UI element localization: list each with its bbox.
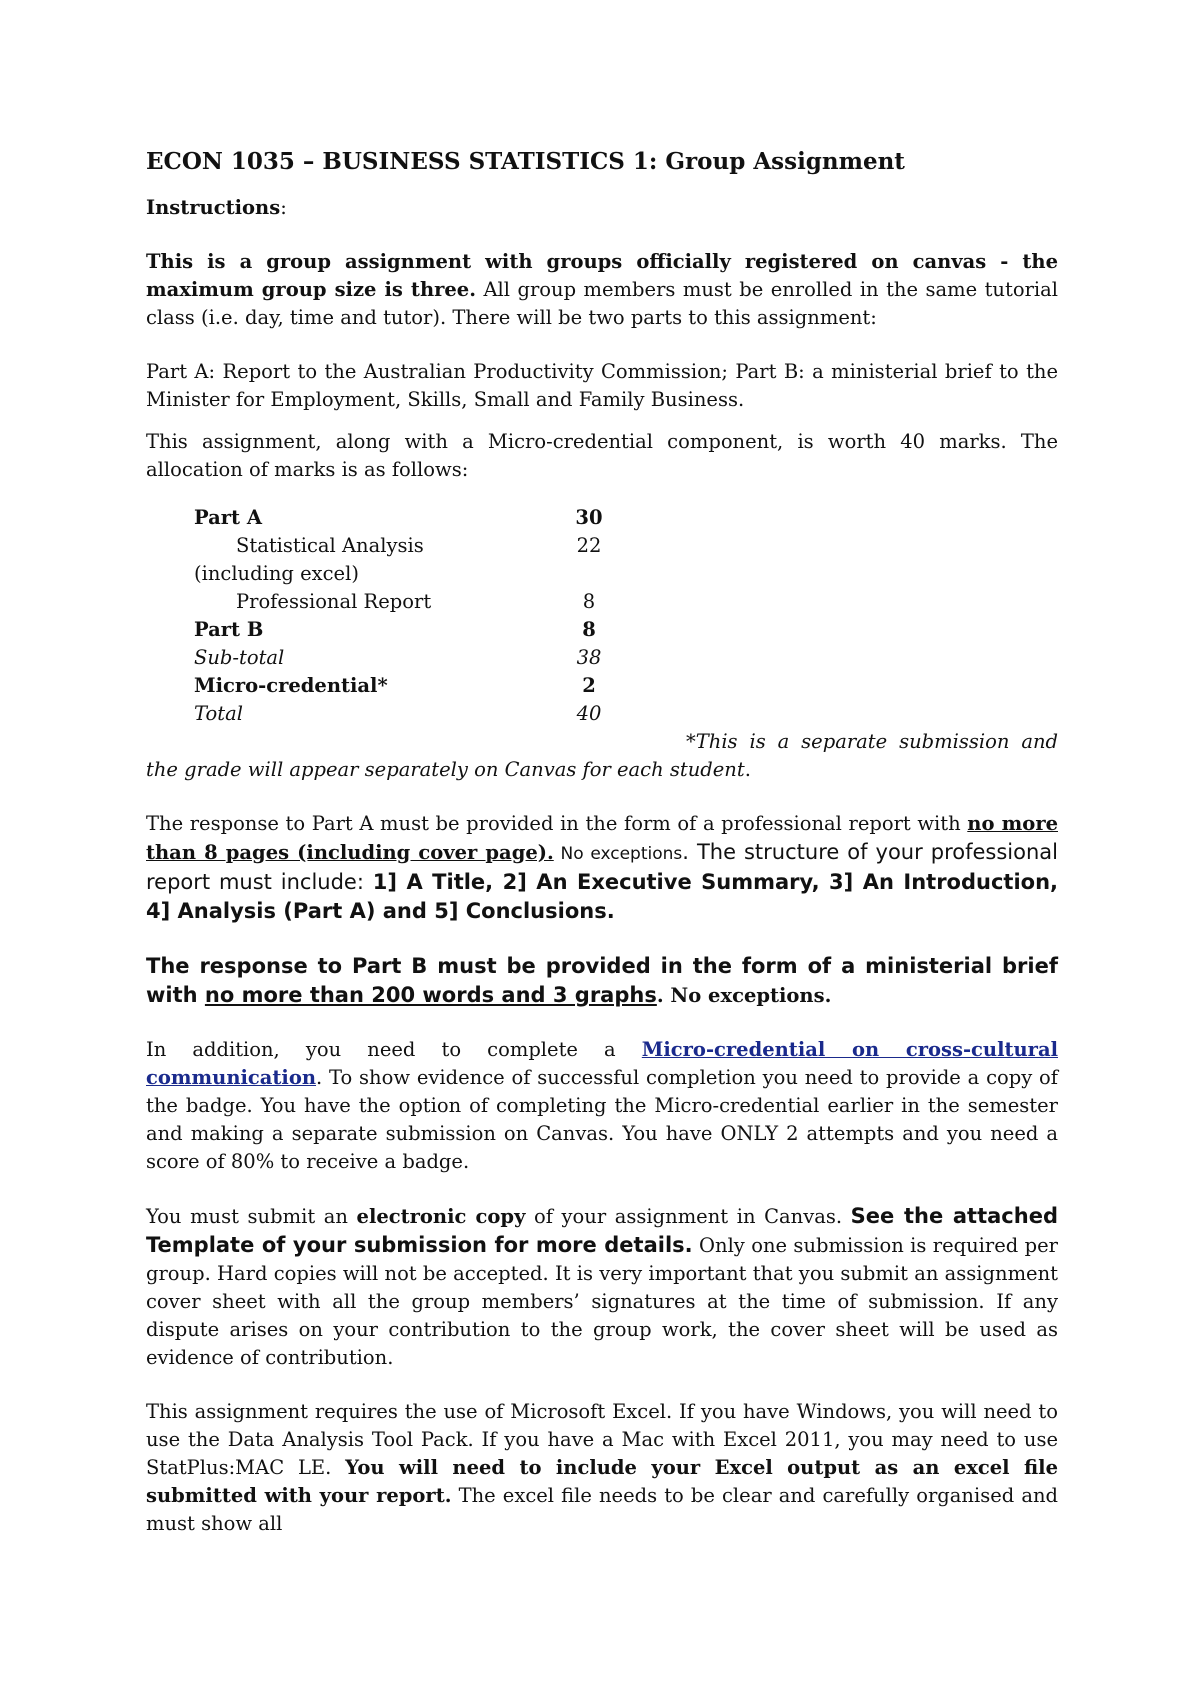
part-b-label: Part B [194,618,264,641]
stat-analysis-value: 22 [576,534,602,557]
part-a-label: Part A [194,506,262,529]
part-b-response-paragraph [146,952,1058,1010]
electronic-copy-text: electronic copy [356,1205,526,1228]
prof-report-label: Professional Report [236,590,432,613]
part-b-no-exceptions: . No exceptions. [656,984,832,1007]
micro-credential-link[interactable]: Micro-credential on cross-cultural communication [146,1038,1058,1089]
no-exceptions-text: No exceptions [553,844,683,864]
structure-text: . The structure of your professional report must include: [146,840,1058,894]
part-a-response-text: The response to Part A must be provided in the form of a professional report with [146,812,968,835]
excel-text-rest: The excel file needs to be clear and carefully organised and must show all [146,1484,1059,1535]
footnote-text: *This is a separate submission and the grade will appear separately on Canvas for each student [146,730,1058,781]
including-excel-label: (including excel) [194,562,359,585]
footnote [146,728,1058,784]
document-title: ECON 1035 – BUSINESS STATISTICS 1: Group Assignment [146,148,905,175]
submission-paragraph [146,1202,1058,1372]
parts-paragraph: Part A: Report to the Australian Productivity Commission; Part B: a ministerial brief to the Minister for Employment, Skills, Small and Family Business. [146,360,1058,411]
part-b-value: 8 [582,618,596,641]
document-body [146,146,1058,1538]
table-row [194,588,634,616]
word-limit-text: no more than 200 words and 3 graphs [204,983,657,1007]
structure-list: 1] A Title, 2] An Executive Summary, 3] An Introduction, 4] Analysis (Part A) and 5] Conclusions. [146,870,1059,923]
excel-text: This assignment requires the use of Microsoft Excel. If you have Windows, you will need to use the Data Analysis Tool Pack. If you have a Mac with Excel 2011, you may need to use StatPlus:MAC LE. [146,1400,1058,1479]
submit-text-2: of your assignment in Canvas. [525,1205,851,1228]
intro-text: All group members must be enrolled in the same tutorial class (i.e. day, time and tutor). There will be two parts to this assignment: [146,278,1058,329]
total-label: Total [194,702,243,725]
micro-text: In addition, you need to complete a [146,1038,642,1061]
subtotal-label: Sub-total [194,646,285,669]
template-note: See the attached Template of your submission for more details. [146,1204,1058,1257]
table-row [194,644,634,672]
total-value: 40 [576,702,602,725]
micro-text-rest: . To show evidence of successful completion you need to provide a copy of the badge. You have the option of completing the Micro-credential earlier in the semester and making a separate submission on Canvas. You have ONLY 2 attempts and you need a score of 80% to receive a badge. [146,1066,1058,1173]
instructions-colon: : [280,196,287,219]
micro-label: Micro-credential* [194,674,388,697]
excel-requirement: You will need to include your Excel output as an excel file submitted with your report. [146,1456,1058,1507]
part-a-value: 30 [575,506,603,529]
worth-paragraph: This assignment, along with a Micro-credential component, is worth 40 marks. The allocation of marks is as follows: [146,430,1058,481]
excel-paragraph [146,1398,1058,1538]
table-row [194,616,634,644]
part-b-response-text: The response to Part B must be provided in the form of a ministerial brief with [146,954,1058,1007]
marks-allocation-table [194,504,634,728]
intro-paragraph [146,248,1058,332]
table-row [194,672,634,700]
part-a-response-paragraph [146,810,1058,926]
instructions-label: Instructions [146,196,281,219]
submit-text: You must submit an [146,1205,357,1228]
prof-report-value: 8 [582,590,596,613]
submit-text-3: Only one submission is required per group. Hard copies will not be accepted. It is very important that you submit an assignment cover sheet with all the group members’ signatures at the time of submission. If any dispute arises on your contribution to the group work, the cover sheet will be used as evidence of contribution. [146,1234,1058,1369]
table-row [194,532,634,560]
micro-value: 2 [582,674,596,697]
subtotal-value: 38 [576,646,602,669]
instructions-heading [146,194,1058,222]
footnote-period: . [744,758,751,781]
table-row [194,504,634,532]
page-limit-text: no more than 8 pages (including cover page). [146,812,1058,864]
table-row [194,700,634,728]
intro-bold-text: This is a group assignment with groups officially registered on canvas - the maximum group size is three. [146,250,1058,301]
table-row [194,560,634,588]
micro-credential-paragraph [146,1036,1058,1176]
stat-analysis-label: Statistical Analysis [236,534,424,557]
